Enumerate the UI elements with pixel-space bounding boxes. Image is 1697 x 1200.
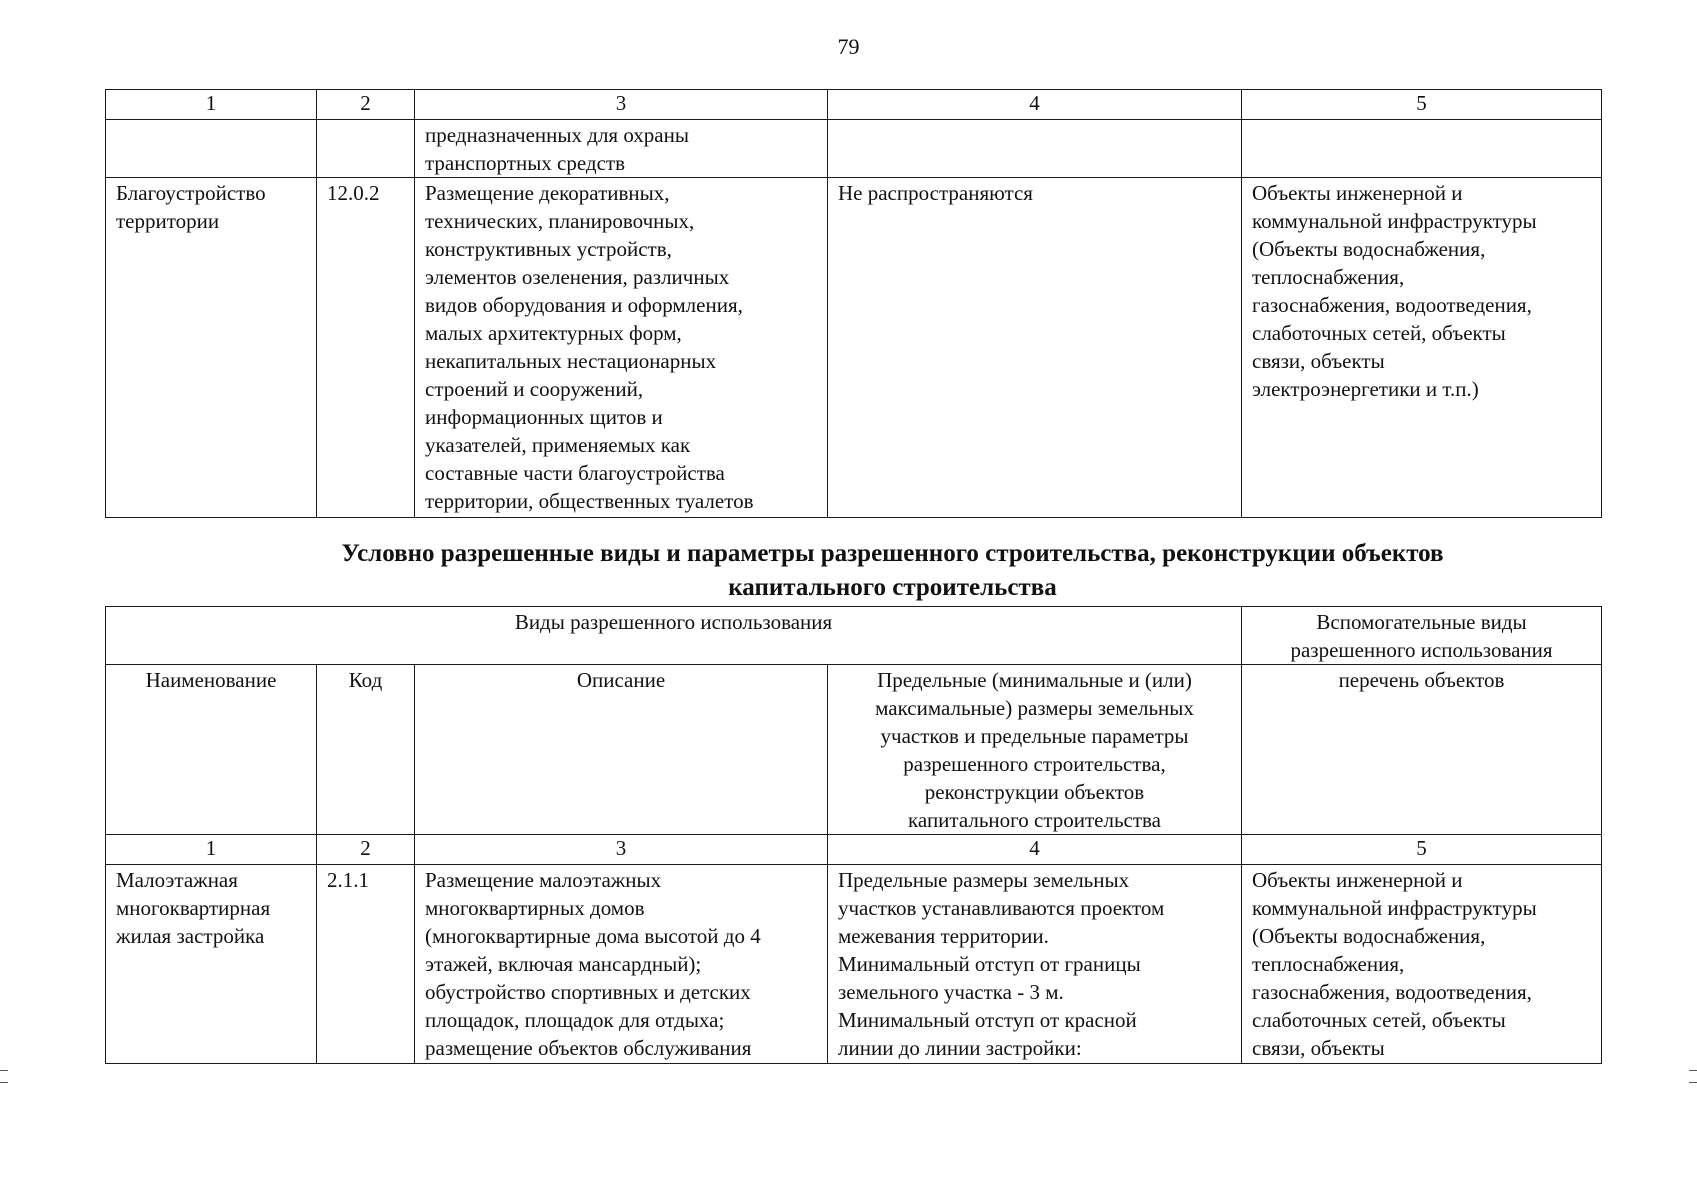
- column-number: 4: [828, 90, 1242, 120]
- group-header-main: Виды разрешенного использования: [106, 607, 1242, 665]
- column-number: 1: [106, 90, 317, 120]
- cell-code: 12.0.2: [317, 178, 415, 518]
- header-parameters: Предельные (минимальные и (или) максимальные) размеры земельных участков и предельные параметры разрешенного строительства, реконструкции объектов капитального строительства: [828, 665, 1242, 835]
- column-number-row: [106, 90, 1602, 120]
- column-number: 3: [415, 835, 828, 865]
- table-row: [106, 178, 1602, 518]
- column-number: 3: [415, 90, 828, 120]
- cell-name: Благоустройство территории: [106, 178, 317, 518]
- column-number: 4: [828, 835, 1242, 865]
- group-header-row: [106, 607, 1602, 665]
- cell-parameters: [828, 120, 1242, 178]
- table-row: [106, 865, 1602, 1064]
- cell-description: Размещение декоративных, технических, планировочных, конструктивных устройств, элементов озеленения, различных видов оборудования и оформления, малых архитектурных форм, некапитальных нестационарных строений и сооружений, информационных щитов и указателей, применяемых как составные части благоустройства территории, общественных туалетов: [415, 178, 828, 518]
- column-number: 2: [317, 835, 415, 865]
- group-header-auxiliary: Вспомогательные виды разрешенного использования: [1242, 607, 1602, 665]
- cell-description: предназначенных для охраны транспортных средств: [415, 120, 828, 178]
- permitted-uses-table-continuation: [105, 89, 1602, 518]
- cell-auxiliary: Объекты инженерной и коммунальной инфраструктуры (Объекты водоснабжения, теплоснабжения, газоснабжения, водоотведения, слаботочных сетей, объекты связи, объекты: [1242, 865, 1602, 1064]
- column-number: 5: [1242, 835, 1602, 865]
- column-number: 2: [317, 90, 415, 120]
- cell-auxiliary: [1242, 120, 1602, 178]
- column-number-row: [106, 835, 1602, 865]
- scan-edge-mark: [1689, 1082, 1697, 1083]
- header-auxiliary: перечень объектов: [1242, 665, 1602, 835]
- header-description: Описание: [415, 665, 828, 835]
- header-name: Наименование: [106, 665, 317, 835]
- scan-edge-mark: [1689, 1070, 1697, 1071]
- column-number: 5: [1242, 90, 1602, 120]
- cell-code: 2.1.1: [317, 865, 415, 1064]
- column-number: 1: [106, 835, 317, 865]
- cell-name: Малоэтажная многоквартирная жилая застройка: [106, 865, 317, 1064]
- cell-parameters: Не распространяются: [828, 178, 1242, 518]
- scan-edge-mark: [0, 1082, 8, 1083]
- section-heading: Условно разрешенные виды и параметры разрешенного строительства, реконструкции объектов капитального строительства: [341, 540, 1444, 601]
- column-header-row: [106, 665, 1602, 835]
- cell-code: [317, 120, 415, 178]
- cell-description: Размещение малоэтажных многоквартирных домов (многоквартирные дома высотой до 4 этажей, включая мансардный); обустройство спортивных и детских площадок, площадок для отдыха; размещение объектов обслуживания: [415, 865, 828, 1064]
- conditionally-permitted-uses-table: [105, 606, 1602, 1064]
- header-code: Код: [317, 665, 415, 835]
- page-number: 79: [837, 34, 860, 59]
- scan-edge-mark: [0, 1070, 8, 1071]
- cell-name: [106, 120, 317, 178]
- cell-parameters: Предельные размеры земельных участков устанавливаются проектом межевания территории. Минимальный отступ от границы земельного участка - 3 м. Минимальный отступ от красной линии до линии застройки:: [828, 865, 1242, 1064]
- cell-auxiliary: Объекты инженерной и коммунальной инфраструктуры (Объекты водоснабжения, теплоснабжения, газоснабжения, водоотведения, слаботочных сетей, объекты связи, объекты электроэнергетики и т.п.): [1242, 178, 1602, 518]
- table-row: [106, 120, 1602, 178]
